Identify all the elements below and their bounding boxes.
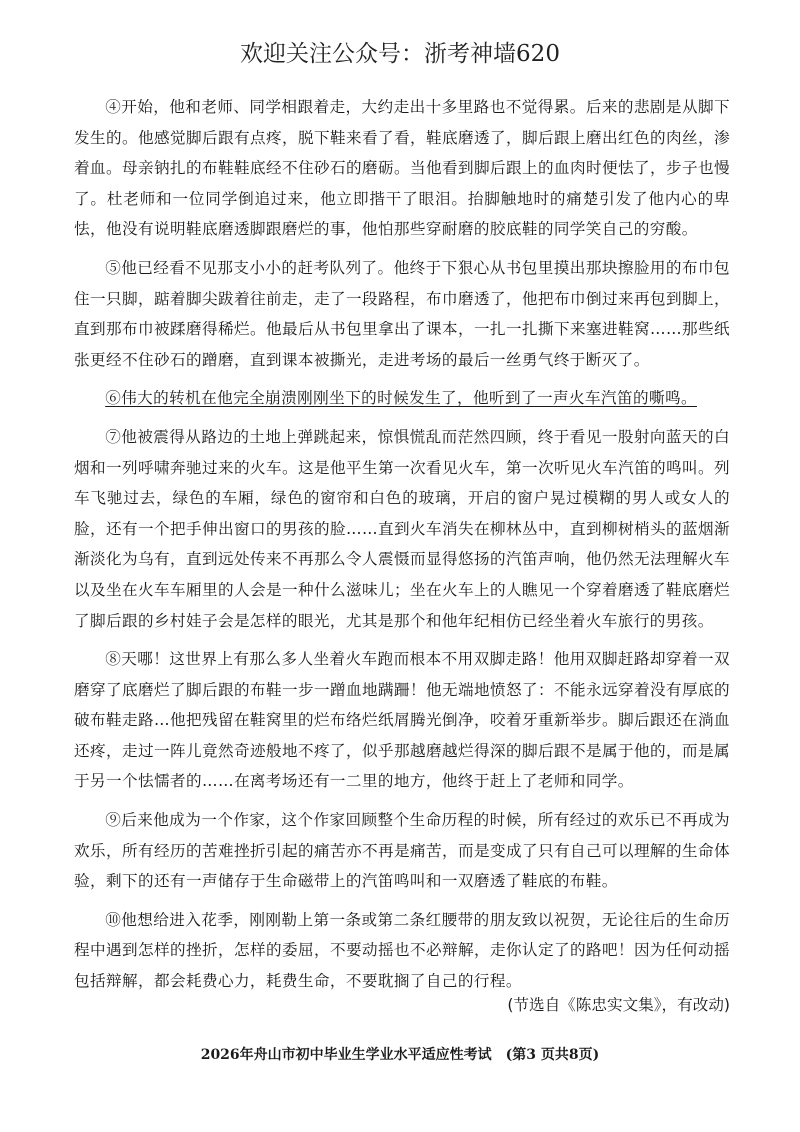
page-footer: 2026年舟山市初中毕业生学业水平适应性考试 (第3 页共8页) — [200, 1047, 600, 1063]
source-note: (节选自《陈忠实文集》，有改动) — [507, 996, 730, 1014]
paragraph-7: ⑦他被震得从路边的土地上弹跳起来，惊惧慌乱而茫然四顾，终于看见一股射向蓝天的白烟和一列呼啸奔驰过来的火车。这是他平生第一次看见火车，第一次听见火车汽笛的鸣叫。列车飞驰过去，绿色的车厢，绿色的窗帘和白色的玻璃，开启的窗户晃过模糊的男人或女人的脸，还有一个把手伸出窗口的男孩的脸……直到火车消失在柳林丛中，直到柳树梢头的蓝烟渐渐淡化为乌有，直到远处传来不再那么令人震慑而显得悠扬的汽笛声响，他仍然无法理解火车以及坐在火车车厢里的人会是一种什么滋味儿；坐在火车上的人瞧见一个穿着磨透了鞋底磨烂了脚后跟的乡村娃子会是怎样的眼光，尤其是那个和他年纪相仿已经坐着火车旅行的男孩。 — [74, 427, 730, 630]
page-header-title: 欢迎关注公众号：浙考神墙620 — [240, 41, 560, 67]
underlined-sentence: ⑥伟大的转机在他完全崩溃刚刚坐下的时候发生了，他听到了一声火车汽笛的嘶鸣。 — [105, 389, 697, 408]
paragraph-5: ⑤他已经看不见那支小小的赶考队列了。他终于下狠心从书包里摸出那块擦脸用的布巾包住一只脚，踮着脚尖跋着往前走，走了一段路程，布巾磨透了，他把布巾倒过来再包到脚上，直到那布巾被蹂磨得稀烂。他最后从书包里拿出了课本，一扎一扎撕下来塞进鞋窝……那些纸张更经不住砂石的蹭磨，直到课本被撕光，走进考场的最后一丝勇气终于断灭了。 — [74, 258, 730, 369]
paragraph-9: ⑨后来他成为一个作家，这个作家回顾整个生命历程的时候，所有经过的欢乐已不再成为欢乐，所有经历的苦难挫折引起的痛苦亦不再是痛苦，而是变成了只有自己可以理解的生命体验，剩下的还有一声储存于生命磁带上的汽笛鸣叫和一双磨透了鞋底的布鞋。 — [74, 811, 730, 891]
paragraph-8: ⑧天哪！这世界上有那么多人坐着火车跑而根本不用双脚走路！他用双脚赶路却穿着一双磨穿了底磨烂了脚后跟的布鞋一步一蹭血地蹒跚！他无端地愤怒了：不能永远穿着没有厚底的破布鞋走路…他把残留在鞋窝里的烂布络烂纸屑腾光倒净，咬着牙重新举步。脚后跟还在淌血还疼，走过一阵儿竟然奇迹般地不疼了，似乎那越磨越烂得深的脚后跟不是属于他的，而是属于另一个怯懦者的……在离考场还有一二里的地方，他终于赶上了老师和同学。 — [74, 650, 730, 791]
paragraph-6-underlined — [74, 383, 730, 414]
paragraph-10: ⑩他想给进入花季，刚刚勒上第一条或第二条红腰带的朋友致以祝贺，无论往后的生命历程中遇到怎样的挫折，怎样的委屈，不要动摇也不必辩解，走你认定了的路吧！因为任何动摇包括辩解，都会耗费心力，耗费生命，不要耽搁了自己的行程。 — [74, 910, 730, 991]
article-body — [74, 92, 730, 1005]
paragraph-4: ④开始，他和老师、同学相跟着走，大约走出十多里路也不觉得累。后来的悲剧是从脚下发生的。他感觉脚后跟有点疼，脱下鞋来看了看，鞋底磨透了，脚后跟上磨出红色的肉丝，渗着血。母亲钠扎的布鞋鞋底经不住砂石的磨砺。当他看到脚后跟上的血肉时便怯了，步子也慢了。杜老师和一位同学倒追过来，他立即揩干了眼泪。抬脚触地时的痛楚引发了他内心的卑怯，他没有说明鞋底磨透脚跟磨烂的事，他怕那些穿耐磨的胶底鞋的同学笑自己的穷酸。 — [74, 98, 730, 239]
